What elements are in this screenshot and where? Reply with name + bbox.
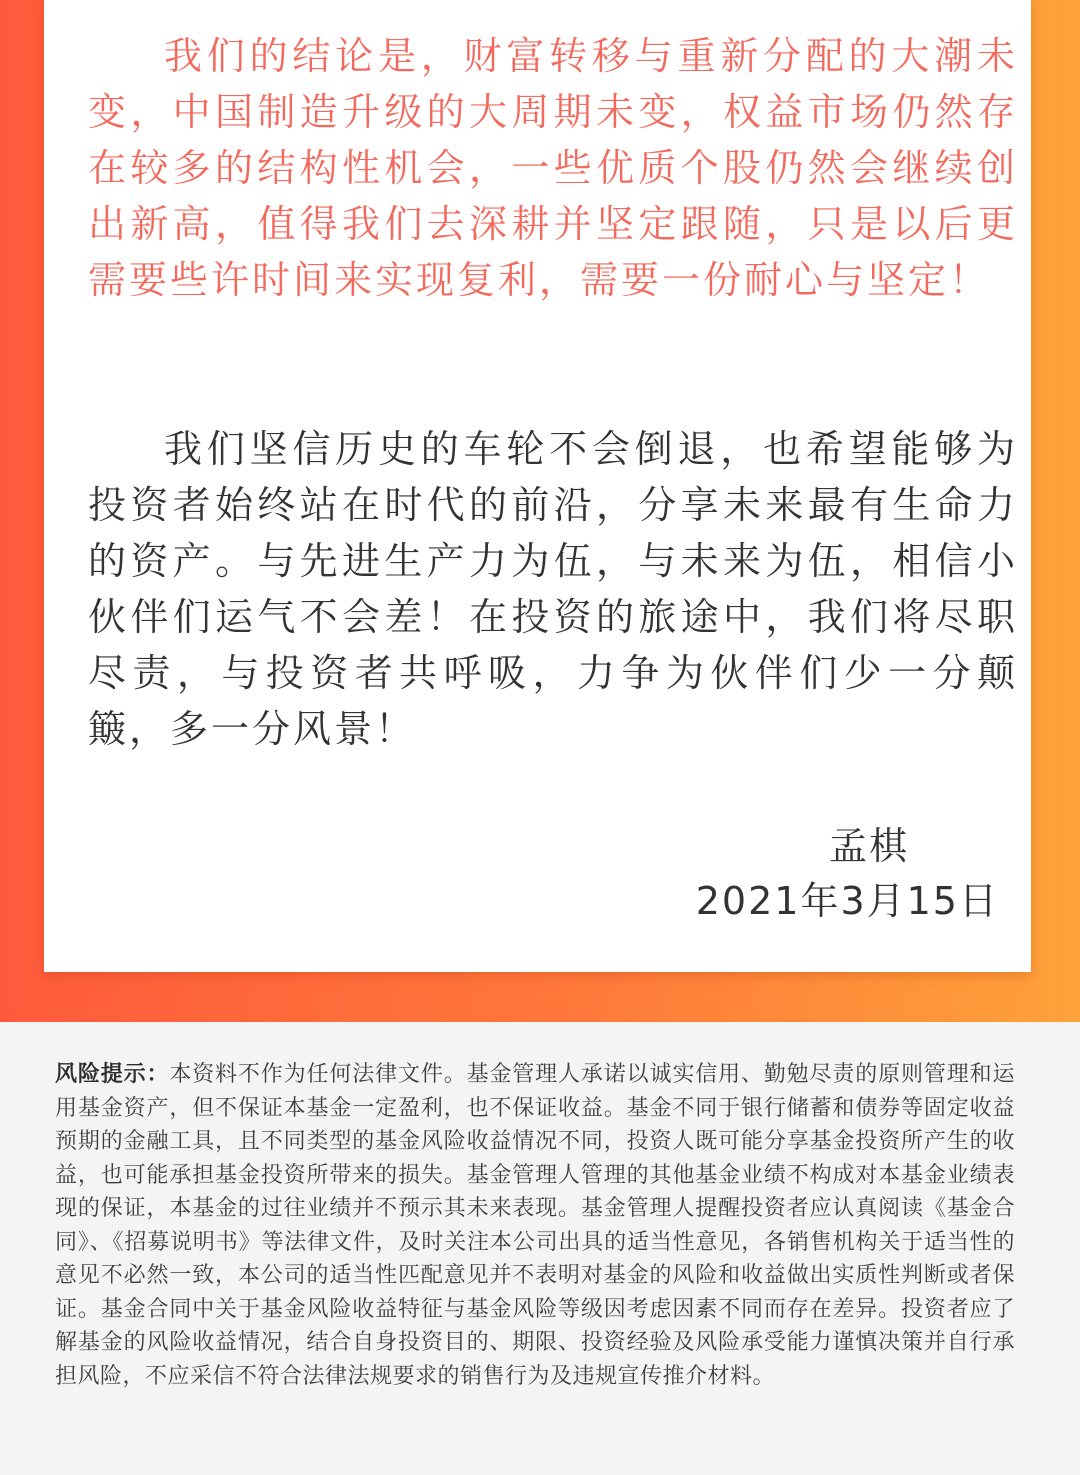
risk-notice-text: 本资料不作为任何法律文件。基金管理人承诺以诚实信用、勤勉尽责的原则管理和运用基金资产，但不保证本基金一定盈利，也不保证收益。基金不同于银行储蓄和债券等固定收益预期的金融工具，且不同类型的基金风险收益情况不同，投资人既可能分享基金投资所产生的收益，也可能承担基金投资所带来的损失。基金管理人管理的其他基金业绩不构成对本基金业绩表现的保证，本基金的过往业绩并不预示其未来表现。基金管理人提醒投资者应认真阅读《基金合同》、《招募说明书》等法律文件，及时关注本公司出具的适当性意见，各销售机构关于适当性的意见不必然一致，本公司的适当性匹配意见并不表明对基金的风险和收益做出实质性判断或者保证。基金合同中关于基金风险收益特征与基金风险等级因考虑因素不同而存在差异。投资者应了解基金的风险收益情况，结合自身投资目的、期限、投资经验及风险承受能力谨慎决策并自行承担风险，不应采信不符合法律法规要求的销售行为及违规宣传推介材料。 — [55, 1062, 1015, 1389]
letter-card — [44, 0, 1031, 972]
signature-date: 2021年3月15日 — [695, 879, 999, 923]
body-paragraph: 我们坚信历史的车轮不会倒退，也希望能够为投资者始终站在时代的前沿，分享未来最有生命力的资产。与先进生产力为伍，与未来为伍，相信小伙伴们运气不会差！在投资的旅途中，我们将尽职尽责，与投资者共呼吸，力争为伙伴们少一分颠簸，多一分风景！ — [88, 427, 1018, 751]
risk-notice-title: 风险提示： — [55, 1062, 170, 1087]
highlight-paragraph: 我们的结论是，财富转移与重新分配的大潮未变，中国制造升级的大周期未变，权益市场仍然存在较多的结构性机会，一些优质个股仍然会继续创出新高，值得我们去深耕并坚定跟随，只是以后更需要些许时间来实现复利，需要一份耐心与坚定！ — [88, 34, 1018, 302]
signature-name: 孟棋 — [828, 824, 909, 868]
risk-notice — [55, 1058, 1015, 1393]
